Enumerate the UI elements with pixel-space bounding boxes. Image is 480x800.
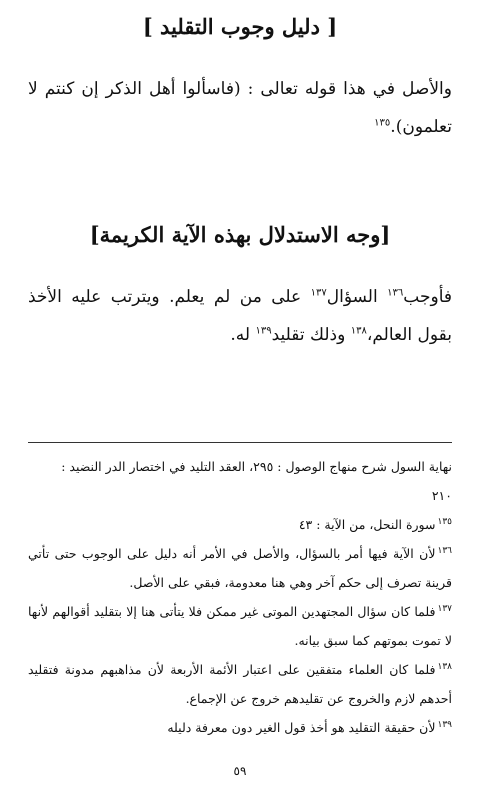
page-number: ٥٩ [233,764,247,778]
footnote-135 [28,510,452,539]
footnote-ref-138[interactable]: ١٣٨ [350,325,367,337]
footnote-text: لأن حقيقة التقليد هو أخذ قول الغير دون معرفة دليله [167,720,436,735]
footnote-number: ١٣٦ [437,545,452,556]
footnote-138 [28,655,452,713]
paragraph-text-3: على من لم يعلم. ويترتب عليه الأخذ بقول العالم، [28,287,452,345]
footnotes-section [28,452,452,742]
footnote-ref-136[interactable]: ١٣٦ [387,287,404,299]
footnote-137 [28,597,452,655]
footnote-continuation-page: ٢١٠ [431,488,452,503]
footnote-number: ١٣٩ [437,719,452,730]
paragraph-text-1: فأوجب [403,287,452,307]
paragraph-text: والأصل في هذا قوله تعالى : (فاسألوا أهل الذكر إن كنتم لا تعلمون). [28,79,452,137]
footnote-number: ١٣٨ [437,661,452,672]
footnote-separator [28,442,452,443]
footnote-number: ١٣٧ [437,603,452,614]
paragraph-text-4: وذلك تقليد [271,325,351,345]
footnote-ref-137[interactable]: ١٣٧ [310,287,327,299]
paragraph-inference [28,278,452,354]
footnote-136 [28,539,452,597]
footnote-ref-139[interactable]: ١٣٩ [255,325,272,337]
footnote-ref-135[interactable]: ١٣٥ [374,117,391,129]
footnote-continuation: نهاية السول شرح منهاج الوصول : ٢٩٥، العقد التليد في اختصار الدر النضيد : [61,459,452,474]
footnote-139 [28,713,452,742]
footnote-number: ١٣٥ [437,516,452,527]
paragraph-text-5: له. [230,325,256,345]
paragraph-evidence [28,70,452,146]
footnote-text: لأن الآية فيها أمر بالسؤال، والأصل في الأمر أنه دليل على الوجوب حتى تأتي قرينة تصرف إلى حكم آخر وهي هنا معدومة، فبقي على الأصل. [28,546,452,590]
paragraph-text-2: السؤال [326,287,388,307]
section-heading-inference: [وجه الاستدلال بهذه الآية الكريمة] [89,222,391,247]
section-heading-evidence: [ دليل وجوب التقليد ] [142,14,338,39]
footnote-text: فلما كان سؤال المجتهدين الموتى غير ممكن فلا يتأتى هنا إلا بتقليد أقوالهم لأنها لا تموت بموتهم كما سبق بيانه. [28,604,452,648]
footnote-text: سورة النحل، من الآية : ٤٣ [298,517,436,532]
footnote-text: فلما كان العلماء متفقين على اعتبار الأئمة الأربعة لأن مذاهبهم مدونة فتقليد أحدهم لازم والخروج عن تقليدهم خروج عن الإجماع. [28,662,452,706]
